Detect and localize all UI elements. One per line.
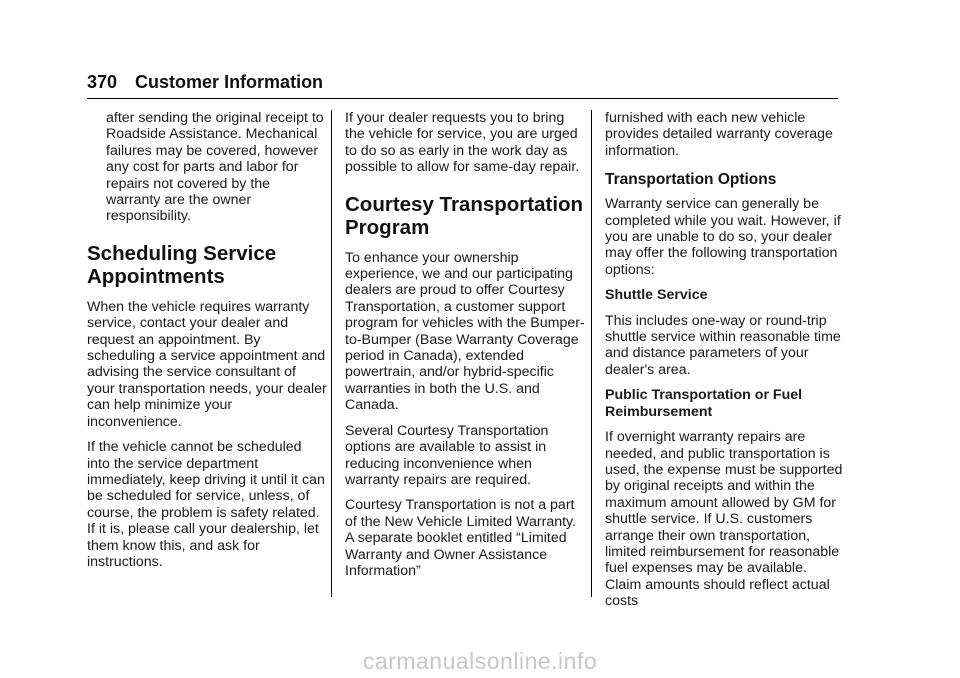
column-divider — [331, 110, 332, 597]
continuation-paragraph: after sending the original receipt to Roadside Assistance. Mechanical failures may be covered, however any cost for parts and labor for repairs not covered by the warranty are the owner responsibility. — [106, 110, 324, 225]
page-header — [87, 72, 323, 93]
paragraph: Warranty service can generally be completed while you wait. However, if you are unable to do so, your dealer may offer the following transportation options: — [605, 196, 841, 278]
heading-line-1: Scheduling Service — [87, 241, 277, 265]
column-2 — [345, 110, 585, 588]
paragraph: To enhance your ownership experience, we and our participating dealers are proud to offer Courtesy Transportation, a customer support program for vehicles with the Bumper-to-Bumper (Base Warranty Coverage period in Canada), extended powertrain, and/or hybrid-specific warranties in both the U.S. and Canada. — [345, 249, 585, 414]
column-divider — [591, 110, 592, 597]
heading-line-1: Courtesy Transportation — [345, 192, 584, 216]
paragraph: When the vehicle requires warranty service, contact your dealer and request an appointment. By scheduling a service appointment and advising the service consultant of your transportation needs, your dealer can help minimize your inconvenience. — [87, 298, 327, 430]
paragraph: If overnight warranty repairs are needed, and public transportation is used, the expense must be supported by original receipts and within the maximum amount allowed by GM for shuttle service. If U.S. customers arrange their own transportation, limited reimbursement for reasonable fuel expenses may be available. Claim amounts should reflect actual costs — [605, 429, 843, 610]
subheading-shuttle-service: Shuttle Service — [605, 287, 708, 304]
watermark: carmanualsonline.info — [362, 648, 598, 674]
column-3 — [605, 110, 845, 619]
section-title: Customer Information — [135, 72, 324, 92]
paragraph: This includes one-way or round-trip shuttle service within reasonable time and distance parameters of your dealer's area. — [605, 312, 841, 378]
page-number: 370 — [87, 72, 118, 92]
heading-line-2: Program — [345, 215, 430, 239]
heading-scheduling-service — [87, 242, 327, 288]
paragraph: If the vehicle cannot be scheduled into the service department immediately, keep driving it until it can be scheduled for service, unless, of course, the problem is safety related. If it is, please call your dealership, let them know this, and ask for instructions. — [87, 439, 325, 570]
heading-transportation-options: Transportation Options — [605, 171, 777, 189]
subheading-public-transportation: Public Transportation or Fuel Reimbursement — [605, 387, 803, 420]
paragraph: If your dealer requests you to bring the vehicle for service, you are urged to do so as early in the work day as possible to allow for same-day repair. — [345, 110, 580, 176]
heading-courtesy-transportation — [345, 193, 585, 239]
paragraph: Courtesy Transportation is not a part of the New Vehicle Limited Warranty. A separate booklet entitled “Limited Warranty and Owner Assistance Information” — [345, 497, 577, 579]
column-1 — [87, 110, 327, 579]
heading-line-2: Appointments — [87, 264, 225, 288]
paragraph: Several Courtesy Transportation options are available to assist in reducing inconvenience when warranty repairs are required. — [345, 422, 549, 488]
paragraph: furnished with each new vehicle provides detailed warranty coverage information. — [605, 110, 833, 159]
header-divider — [87, 98, 838, 99]
